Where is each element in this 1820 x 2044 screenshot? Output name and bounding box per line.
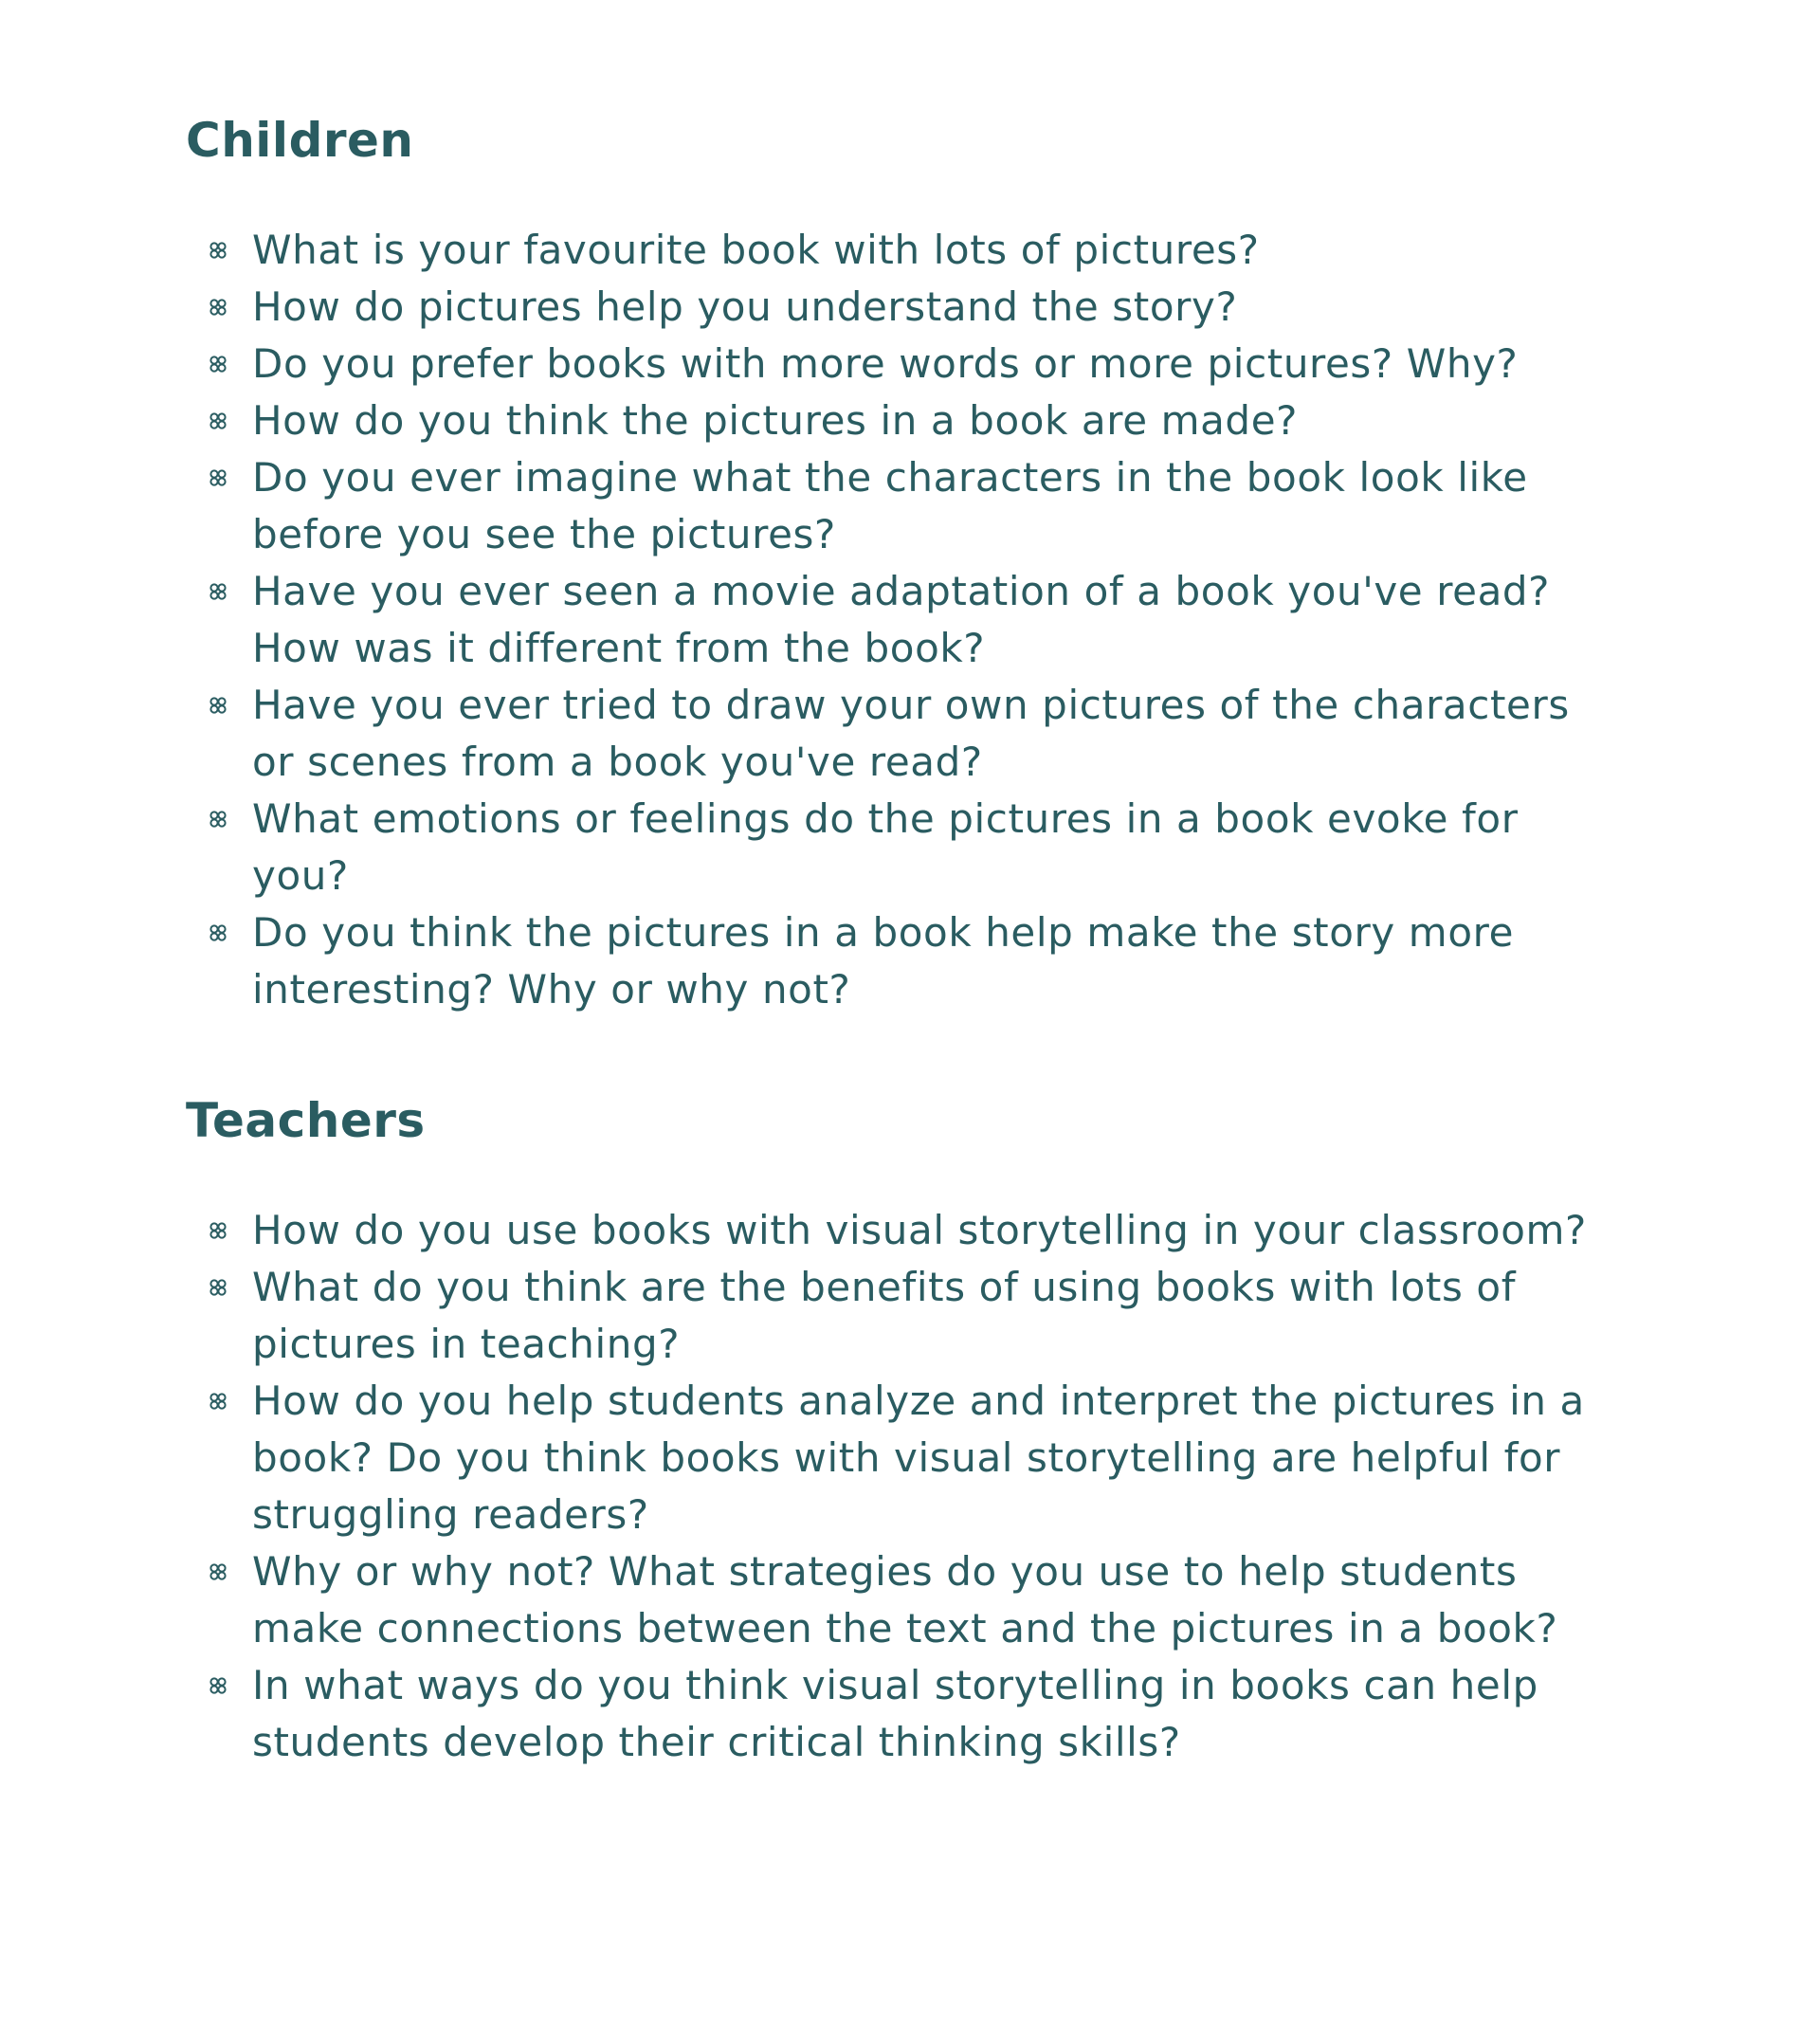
- question-text: Have you ever seen a movie adaptation of a book you've read? How was it different from the book?: [252, 568, 1551, 671]
- section-title: Children: [186, 113, 414, 168]
- flower-icon: [209, 411, 228, 430]
- question-text: How do you use books with visual storytelling in your classroom?: [252, 1207, 1587, 1253]
- question-list: [186, 1202, 1608, 1771]
- flower-icon: [209, 1562, 228, 1581]
- list-item: [186, 1543, 1608, 1657]
- list-item: [186, 563, 1608, 677]
- question-text: What is your favourite book with lots of pictures?: [252, 227, 1260, 273]
- list-item: [186, 1202, 1608, 1259]
- question-text: How do you think the pictures in a book are made?: [252, 397, 1299, 444]
- question-list: [186, 222, 1608, 1018]
- flower-icon: [209, 810, 228, 829]
- list-item: [186, 904, 1608, 1018]
- flower-icon: [209, 1221, 228, 1240]
- flower-icon: [209, 241, 228, 260]
- list-item: [186, 222, 1608, 279]
- flower-icon: [209, 355, 228, 374]
- question-text: What emotions or feelings do the pictures in a book evoke for you?: [252, 795, 1519, 899]
- list-item: [186, 677, 1608, 791]
- list-item: [186, 791, 1608, 904]
- question-text: Have you ever tried to draw your own pictures of the characters or scenes from a book you've read?: [252, 682, 1570, 785]
- question-text: In what ways do you think visual storytelling in books can help students develop their critical thinking skills?: [252, 1662, 1538, 1765]
- flower-icon: [209, 298, 228, 317]
- question-text: What do you think are the benefits of using books with lots of pictures in teaching?: [252, 1264, 1517, 1367]
- flower-icon: [209, 1278, 228, 1297]
- flower-icon: [209, 923, 228, 942]
- list-item: [186, 392, 1608, 449]
- section-children: [186, 104, 1608, 1018]
- flower-icon: [209, 582, 228, 601]
- question-text: How do you help students analyze and interpret the pictures in a book? Do you think books with visual storytelling are helpful for struggling readers?: [252, 1378, 1585, 1538]
- flower-icon: [209, 468, 228, 487]
- flower-icon: [209, 1392, 228, 1411]
- section-title: Teachers: [186, 1093, 426, 1148]
- questions-page: [186, 104, 1608, 1771]
- question-text: How do pictures help you understand the story?: [252, 283, 1238, 330]
- question-text: Do you think the pictures in a book help make the story more interesting? Why or why not?: [252, 909, 1515, 1013]
- list-item: [186, 279, 1608, 336]
- list-item: [186, 1657, 1608, 1771]
- question-text: Do you ever imagine what the characters in the book look like before you see the pictures?: [252, 454, 1528, 557]
- list-item: [186, 1259, 1608, 1373]
- flower-icon: [209, 1676, 228, 1695]
- list-item: [186, 336, 1608, 392]
- question-text: Why or why not? What strategies do you use to help students make connections between the text and the pictures in a book?: [252, 1548, 1558, 1652]
- list-item: [186, 1373, 1608, 1543]
- question-text: Do you prefer books with more words or more pictures? Why?: [252, 340, 1519, 387]
- flower-icon: [209, 696, 228, 715]
- section-teachers: [186, 1085, 1608, 1771]
- list-item: [186, 449, 1608, 563]
